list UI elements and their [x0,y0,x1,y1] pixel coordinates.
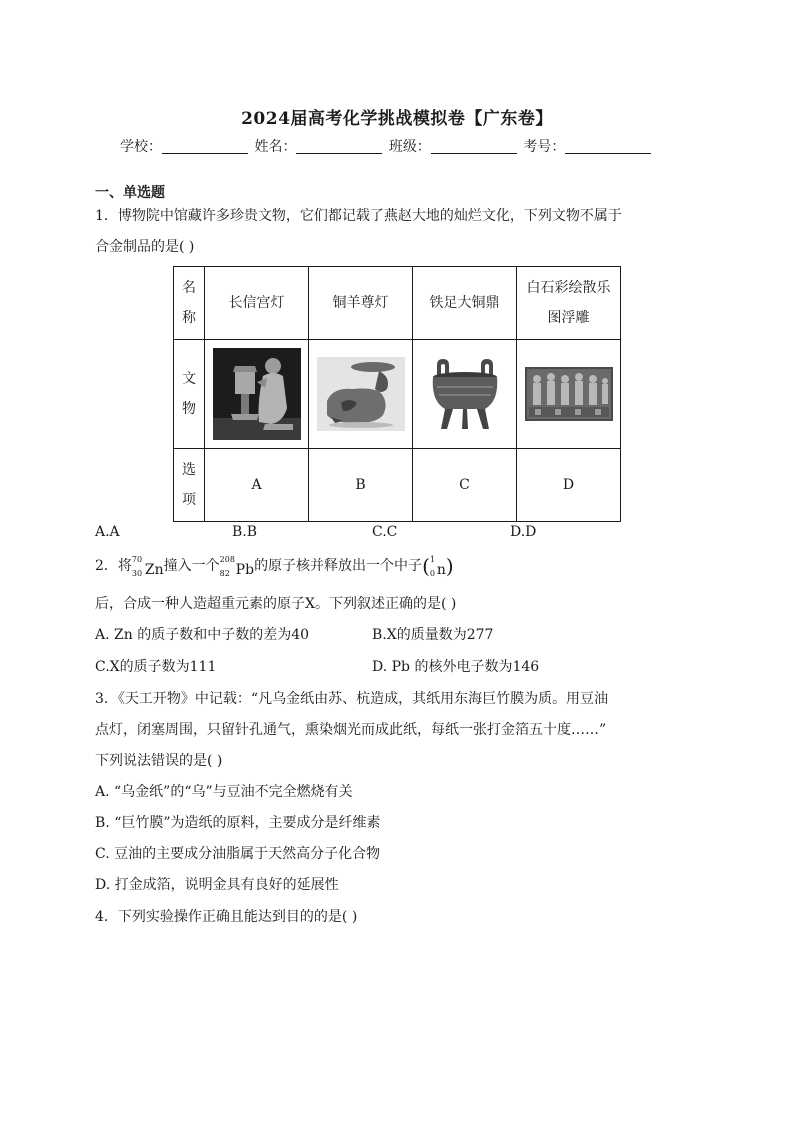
q2-option-d[interactable]: D. Pb 的核外电子数为146 [372,659,540,675]
q1-option-a[interactable]: A.A [95,524,120,540]
relic-name-d: 白石彩绘散乐图浮雕 [517,267,621,340]
relic-letter-d: D [517,449,621,522]
row-label-image: 文物 [174,340,205,449]
neutron-notation: ( 1 0 n) [422,554,454,578]
relic-name-b: 铜羊尊灯 [309,267,413,340]
relic-letter-b: B [309,449,413,522]
q2-stem-line1 [95,554,454,578]
q2-mid: 撞入一个 [163,558,220,574]
q4-stem-line1: 4．下列实验操作正确且能达到目的的是( ) [95,909,358,925]
row-label-option: 选项 [174,449,205,522]
class-label: 班级： [388,139,431,155]
q2-suffix: 的原子核并释放出一个中子 [254,558,423,574]
exam-number-blank[interactable] [565,139,651,154]
q2-prefix: 2．将 [95,558,132,574]
student-info-row [120,136,653,156]
zn-isotope: 70 30 Zn [131,555,164,578]
relic-letter-a: A [205,449,309,522]
relic-image-b [309,340,413,449]
q2-option-c[interactable]: C.X的质子数为111 [95,659,217,675]
q1-option-c[interactable]: C.C [372,524,398,540]
marble-relief-image [525,367,613,421]
bronze-ram-lamp-image [317,357,405,431]
section-heading: 一、单选题 [95,185,165,201]
pb-isotope: 208 82 Pb [219,555,255,578]
q1-stem-line2: 合金制品的是( ) [95,239,195,255]
q3-option-c[interactable]: C. 豆油的主要成分油脂属于天然高分子化合物 [95,846,381,862]
q3-stem-line3: 下列说法错误的是( ) [95,753,223,769]
name-blank[interactable] [296,139,382,154]
palace-lamp-image [213,348,301,440]
q3-option-a[interactable]: A. “乌金纸”的“乌”与豆油不完全燃烧有关 [95,784,353,800]
q2-option-b[interactable]: B.X的质量数为277 [372,627,494,643]
relic-image-c [413,340,517,449]
q3-option-d[interactable]: D. 打金成箔，说明金具有良好的延展性 [95,877,339,893]
relic-name-a: 长信宫灯 [205,267,309,340]
row-label-name: 名称 [174,267,205,340]
relic-table [173,266,621,522]
q1-option-d[interactable]: D.D [510,524,537,540]
q2-stem-line2: 后，合成一种人造超重元素的原子X。下列叙述正确的是( ) [95,596,457,612]
iron-foot-bronze-ding-image [423,357,507,431]
relic-name-c: 铁足大铜鼎 [413,267,517,340]
q1-stem-line1: 1．博物院中馆藏许多珍贵文物，它们都记载了燕赵大地的灿烂文化，下列文物不属于 [95,208,622,224]
relic-image-d [517,340,621,449]
relic-letter-c: C [413,449,517,522]
q3-option-b[interactable]: B. “巨竹膜”为造纸的原料，主要成分是纤维素 [95,815,381,831]
page-title: 2024届高考化学挑战模拟卷【广东卷】 [241,109,553,129]
q3-stem-line2: 点灯，闭塞周围，只留针孔通气，熏染烟光而成此纸，每纸一张打金箔五十度……” [95,722,607,738]
q3-stem-line1: 3．《天工开物》中记载：“凡乌金纸由苏、杭造成，其纸用东海巨竹膜为质。用豆油 [95,691,609,707]
name-label: 姓名： [254,139,297,155]
school-label: 学校： [120,139,162,155]
class-blank[interactable] [431,139,517,154]
exam-number-label: 考号： [523,139,566,155]
relic-image-a [205,340,309,449]
q2-option-a[interactable]: A. Zn 的质子数和中子数的差为40 [95,627,310,643]
q1-option-b[interactable]: B.B [232,524,258,540]
school-blank[interactable] [162,139,248,154]
